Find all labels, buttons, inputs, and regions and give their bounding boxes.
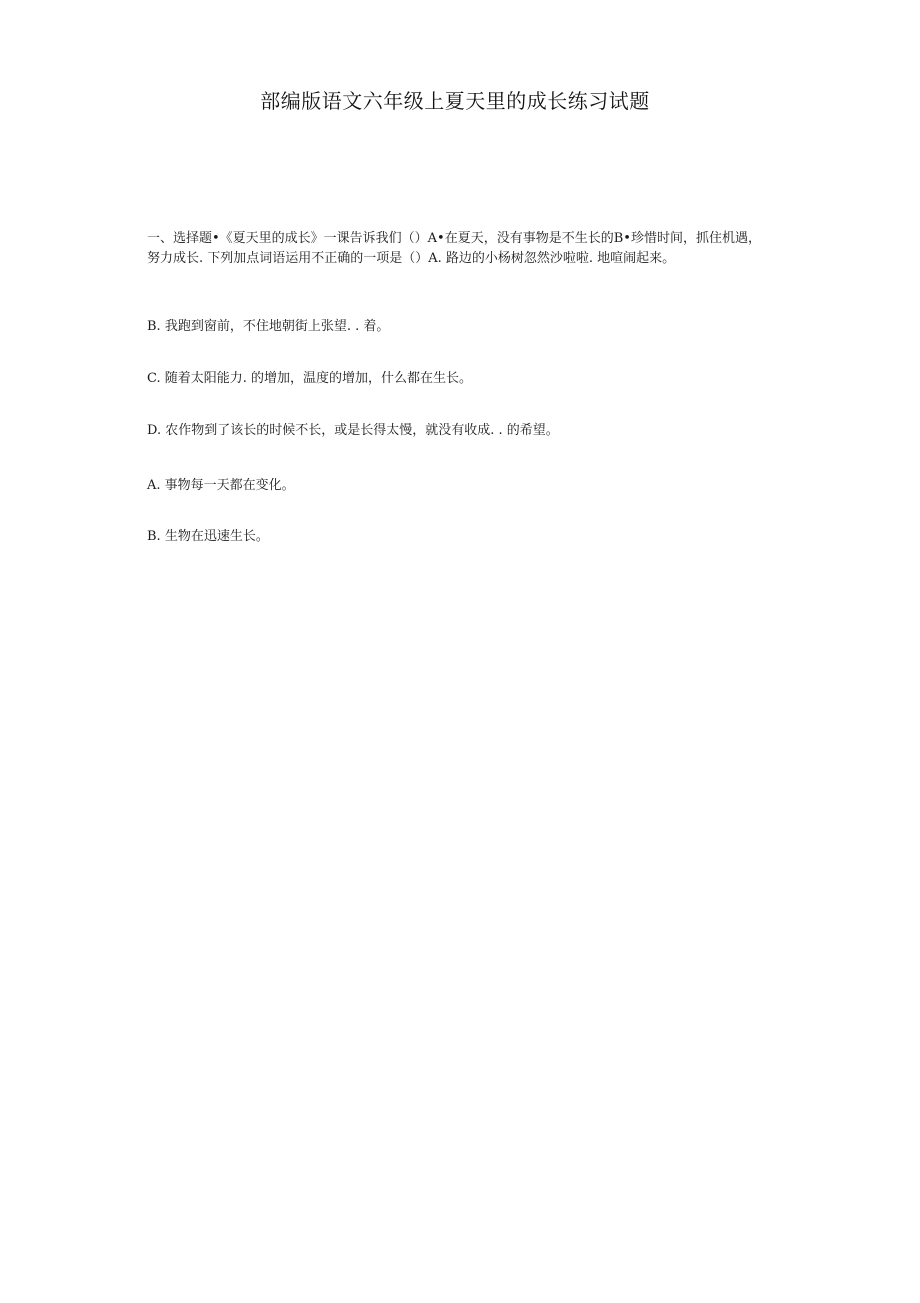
question-intro-paragraph: 一、选择题•《夏天里的成长》一课告诉我们（）A•在夏天，没有事物是不生长的B•珍惜时间，抓住机遇，努力成长. 下列加点词语运用不正确的一项是（）A. 路边的小杨树忽然沙啦啦. 地喧闹起来。 [147,231,761,266]
option-a-second-paragraph: A. 事物每一天都在变化。 [147,478,295,493]
option-d-paragraph: D. 农作物到了该长的时候不长，或是长得太慢，就没有收成. . 的希望。 [147,423,559,438]
option-b-second-paragraph: B. 生物在迅速生长。 [147,529,269,544]
option-c-paragraph: C. 随着太阳能力. 的增加，温度的增加，什么都在生长。 [147,371,473,386]
page-title: 部编版语文六年级上夏天里的成长练习试题 [260,89,650,113]
option-b-paragraph: B. 我跑到窗前，不住地朝街上张望. . 着。 [147,319,390,334]
